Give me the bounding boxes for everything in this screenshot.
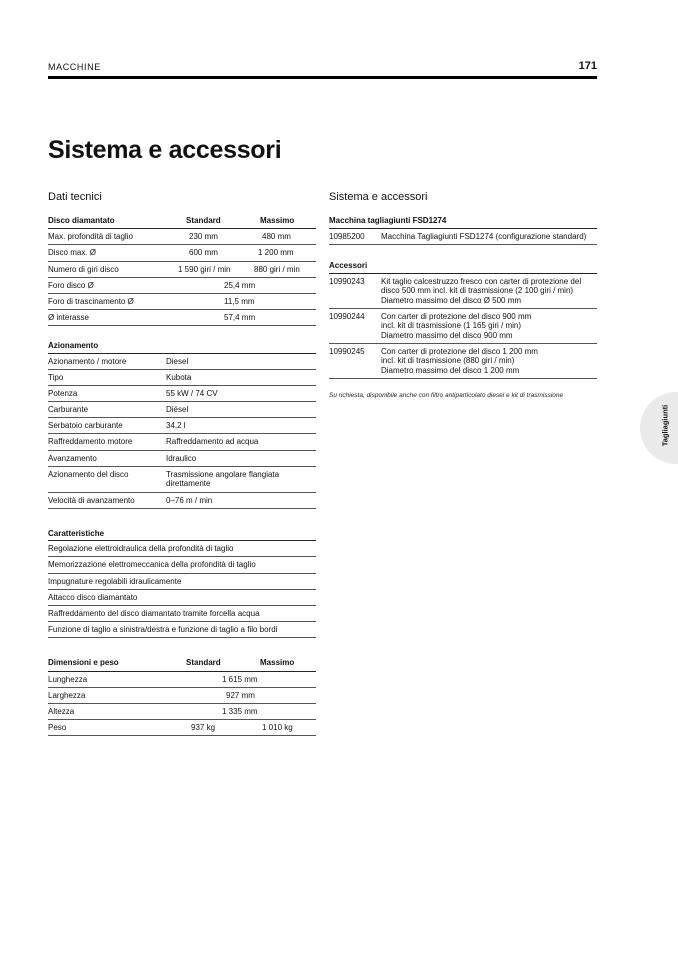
accessories-header-row bbox=[329, 257, 597, 273]
table-row bbox=[48, 370, 316, 386]
table-row bbox=[48, 434, 316, 450]
table-row bbox=[48, 245, 316, 261]
feature-text: Attacco disco diamantato bbox=[48, 592, 138, 602]
dims-col3: Massimo bbox=[260, 658, 295, 668]
system-table bbox=[329, 213, 597, 379]
row-label: Foro di trascinamento Ø bbox=[48, 296, 134, 306]
row-max: 1 010 kg bbox=[262, 723, 293, 733]
row-label: Tipo bbox=[48, 372, 64, 382]
row-value: 11,5 mm bbox=[224, 296, 255, 306]
row-label: Larghezza bbox=[48, 690, 86, 700]
row-label: Avanzamento bbox=[48, 453, 97, 463]
row-max: 1 200 mm bbox=[258, 248, 294, 258]
table-row bbox=[48, 720, 316, 736]
table-row bbox=[48, 278, 316, 294]
accessories-heading: Accessori bbox=[329, 261, 368, 271]
row-label: Velocità di avanzamento bbox=[48, 495, 135, 505]
table-row bbox=[48, 688, 316, 704]
row-value: 57,4 mm bbox=[224, 313, 256, 323]
side-tab-label: Tagliagiunti bbox=[660, 404, 670, 447]
feature-text: Raffreddamento del disco diamantato tramite forcella acqua bbox=[48, 608, 260, 618]
article-code: 10990244 bbox=[329, 311, 365, 321]
table-row bbox=[329, 229, 597, 245]
dims-col2: Standard bbox=[186, 658, 221, 668]
row-value: Idraulico bbox=[166, 453, 197, 463]
system-heading: Sistema e accessori bbox=[329, 191, 428, 203]
dims-col1: Dimensioni e peso bbox=[48, 658, 119, 668]
row-value: 34,2 l bbox=[166, 421, 186, 431]
row-value: Diésel bbox=[166, 405, 189, 415]
features-section-header bbox=[48, 525, 316, 541]
disc-col2: Standard bbox=[186, 216, 221, 225]
article-desc: Con carter di protezione del disco 1 200 mm incl. kit di trasmissione (880 giri / min) Diametro massimo del disco 1 200 mm bbox=[381, 346, 538, 375]
drive-heading: Azionamento bbox=[48, 341, 99, 351]
machine-heading: Macchina tagliagiunti FSD1274 bbox=[329, 216, 447, 225]
row-label: Disco max. Ø bbox=[48, 248, 97, 258]
row-max: 480 mm bbox=[262, 232, 291, 242]
list-item bbox=[48, 574, 316, 590]
row-value: Kubota bbox=[166, 372, 192, 382]
table-row bbox=[48, 402, 316, 418]
row-label: Peso bbox=[48, 723, 67, 733]
table-row bbox=[48, 294, 316, 310]
disc-col3: Massimo bbox=[260, 216, 295, 225]
row-label: Altezza bbox=[48, 706, 75, 716]
row-value: 1 615 mm bbox=[222, 674, 258, 684]
table-row bbox=[48, 386, 316, 402]
table-row bbox=[329, 344, 597, 379]
row-label: Foro disco Ø bbox=[48, 280, 94, 290]
disc-header-row bbox=[48, 213, 316, 229]
row-label: Carburante bbox=[48, 405, 89, 415]
table-row bbox=[48, 672, 316, 688]
feature-text: Impugnature regolabili idraulicamente bbox=[48, 576, 182, 586]
feature-text: Memorizzazione elettromeccanica della profondità di taglio bbox=[48, 560, 256, 570]
row-label: Max. profondità di taglio bbox=[48, 232, 133, 242]
list-item bbox=[48, 557, 316, 573]
tech-heading: Dati tecnici bbox=[48, 191, 102, 203]
table-row bbox=[48, 262, 316, 278]
disc-col1: Disco diamantato bbox=[48, 216, 115, 225]
article-code: 10985200 bbox=[329, 232, 365, 242]
table-row bbox=[48, 418, 316, 434]
row-value: 55 kW / 74 CV bbox=[166, 388, 218, 398]
row-label: Azionamento / motore bbox=[48, 356, 127, 366]
page-number: 171 bbox=[578, 60, 597, 72]
row-std: 600 mm bbox=[189, 248, 218, 258]
row-label: Raffreddamento motore bbox=[48, 437, 133, 447]
table-row bbox=[48, 354, 316, 370]
page-title: Sistema e accessori bbox=[48, 136, 282, 164]
row-label: Serbatoio carburante bbox=[48, 421, 123, 431]
article-code: 10990243 bbox=[329, 276, 365, 286]
table-row bbox=[48, 704, 316, 720]
row-std: 937 kg bbox=[191, 723, 216, 733]
row-value: 25,4 mm bbox=[224, 280, 256, 290]
table-row bbox=[48, 451, 316, 467]
feature-text: Regolazione elettroidraulica della profondità di taglio bbox=[48, 544, 234, 554]
table-row bbox=[48, 310, 316, 326]
article-code: 10990245 bbox=[329, 346, 365, 356]
row-label: Azionamento del disco bbox=[48, 469, 129, 479]
footnote: Su richiesta, disponibile anche con filtro antiparticolato diesel e kit di trasmissione bbox=[329, 392, 564, 399]
row-std: 230 mm bbox=[189, 232, 218, 242]
features-heading: Caratteristiche bbox=[48, 529, 105, 538]
row-label: Numero di giri disco bbox=[48, 264, 119, 274]
feature-text: Funzione di taglio a sinistra/destra e funzione di taglio a filo bordi bbox=[48, 625, 278, 635]
row-label: Lunghezza bbox=[48, 674, 88, 684]
list-item bbox=[48, 622, 316, 638]
machine-header-row bbox=[329, 213, 597, 229]
row-value: 1 335 mm bbox=[222, 706, 258, 716]
row-label: Potenza bbox=[48, 388, 78, 398]
drive-section-header bbox=[48, 337, 316, 353]
list-item bbox=[48, 606, 316, 622]
row-value: Diesel bbox=[166, 356, 189, 366]
row-value: 927 mm bbox=[226, 690, 255, 700]
article-desc: Macchina Tagliagiunti FSD1274 (configurazione standard) bbox=[381, 232, 587, 242]
row-std: 1 590 giri / min bbox=[178, 264, 231, 274]
row-max: 880 giri / min bbox=[254, 264, 300, 274]
row-value: Raffreddamento ad acqua bbox=[166, 437, 259, 447]
table-row bbox=[48, 493, 316, 509]
row-value: Trasmissione angolare flangiata direttamente bbox=[166, 469, 280, 489]
tech-table bbox=[48, 213, 316, 736]
header-rule bbox=[48, 76, 597, 79]
row-value: 0–76 m / min bbox=[166, 495, 213, 505]
section-label: MACCHINE bbox=[48, 62, 101, 72]
side-tab bbox=[640, 392, 678, 464]
table-row bbox=[48, 229, 316, 245]
article-desc: Kit taglio calcestruzzo fresco con carter di protezione del disco 500 mm incl. kit di trasmissione (2 100 giri / min) Diametro massimo del disco Ø 500 mm bbox=[381, 276, 582, 305]
list-item bbox=[48, 541, 316, 557]
dims-header-row bbox=[48, 655, 316, 671]
table-row bbox=[48, 467, 316, 493]
row-label: Ø interasse bbox=[48, 313, 89, 323]
article-desc: Con carter di protezione del disco 900 mm incl. kit di trasmissione (1 165 giri / min) Diametro massimo del disco 900 mm bbox=[381, 311, 532, 340]
list-item bbox=[48, 590, 316, 606]
table-row bbox=[329, 274, 597, 309]
table-row bbox=[329, 309, 597, 344]
